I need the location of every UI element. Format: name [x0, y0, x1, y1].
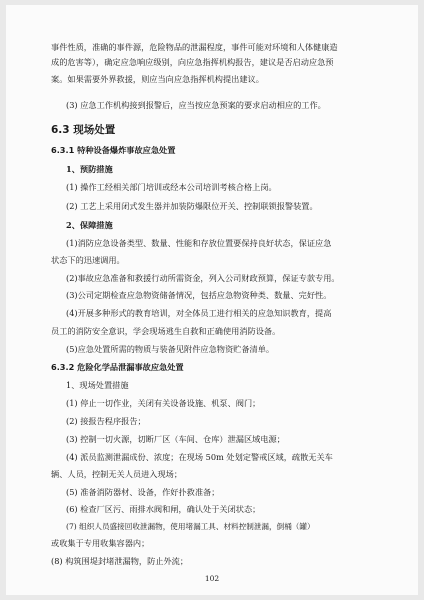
body-text-line: (5) 准备消防器材、设备，作好扑救准备； — [66, 487, 220, 497]
body-text-line: (3)公司定期检查应急物资储备情况，包括应急物资种类、数量、完好性。 — [66, 290, 332, 300]
subsection-heading: 6.3.1 特种设备爆炸事故应急处置 — [51, 145, 176, 155]
body-text-line: 案。如果需要外界救援，则应当向应急指挥机构提出建议。 — [51, 74, 264, 84]
body-text-line: (1)消防应急设备类型、数量、性能和存放位置要保持良好状态，保证应急 — [66, 238, 332, 248]
body-text-line: 员工的消防安全意识，学会现场逃生自救和正确使用消防设备。 — [51, 326, 281, 336]
subsection-heading: 6.3.2 危险化学品泄漏事故应急处置 — [51, 362, 184, 372]
item-heading: 1、现场处置措施 — [66, 380, 129, 390]
body-text-line: (4) 派员监测泄漏成份、浓度；在现场 50m 处划定警戒区域，疏散无关车 — [66, 452, 333, 462]
body-text-line: (2)事故应急准备和救援行动所需资金，列入公司财政预算，保证专款专用。 — [66, 273, 340, 283]
body-text-line: 或收集于专用收集容器内； — [51, 538, 150, 548]
body-text-line: 成的危害等），确定应急响应级别，向应急指挥机构报告，建议是否启动应急预 — [51, 57, 334, 67]
body-text-line: 辆、人员，控制无关人员进入现场； — [51, 469, 183, 479]
body-text-line: (2) 工艺上采用闭式发生器并加装防爆限位开关、控制联锁报警装置。 — [66, 201, 318, 211]
body-text-line: (8) 构筑围堤封堵泄漏物，防止外流； — [51, 556, 189, 566]
body-text-line: (1) 操作工经相关部门培训或经本公司培训考核合格上岗。 — [66, 182, 277, 192]
body-text-line: 事件性质，准确的事件源，危险物品的泄漏程度，事件可能对环境和人体健康造 — [51, 42, 338, 52]
body-text-line: (6) 检查厂区污、雨排水阀和闸，确认处于关闭状态； — [66, 504, 261, 514]
body-text-line: (5)应急处置所需的物质与装备见附件应急物资贮备清单。 — [66, 344, 275, 354]
body-text-line: (3) 控制一切火源，切断厂区（车间、仓库）泄漏区域电源； — [66, 434, 285, 444]
body-text-line: (4)开展多种形式的教育培训，对全体员工进行相关的应急知识教育，提高 — [66, 308, 332, 318]
section-heading: 6.3 现场处置 — [51, 124, 116, 136]
page-number: 102 — [204, 574, 220, 583]
body-text-line: 状态下的迅速调用。 — [51, 255, 125, 265]
body-text-line: (7) 组织人员盛接回收泄漏物，使用堵漏工具、材料控制泄漏，倒桶（罐） — [66, 522, 315, 531]
body-text-line: (3) 应急工作机构接到报警后，应当按应急预案的要求启动相应的工作。 — [66, 100, 326, 110]
body-text-line: (1) 停止一切作业，关闭有关设备设施、机泵、阀门； — [66, 398, 261, 408]
body-text-line: (2) 接报告程序报告； — [66, 416, 146, 426]
item-heading: 1、预防措施 — [66, 164, 113, 174]
item-heading: 2、保障措施 — [66, 220, 113, 230]
